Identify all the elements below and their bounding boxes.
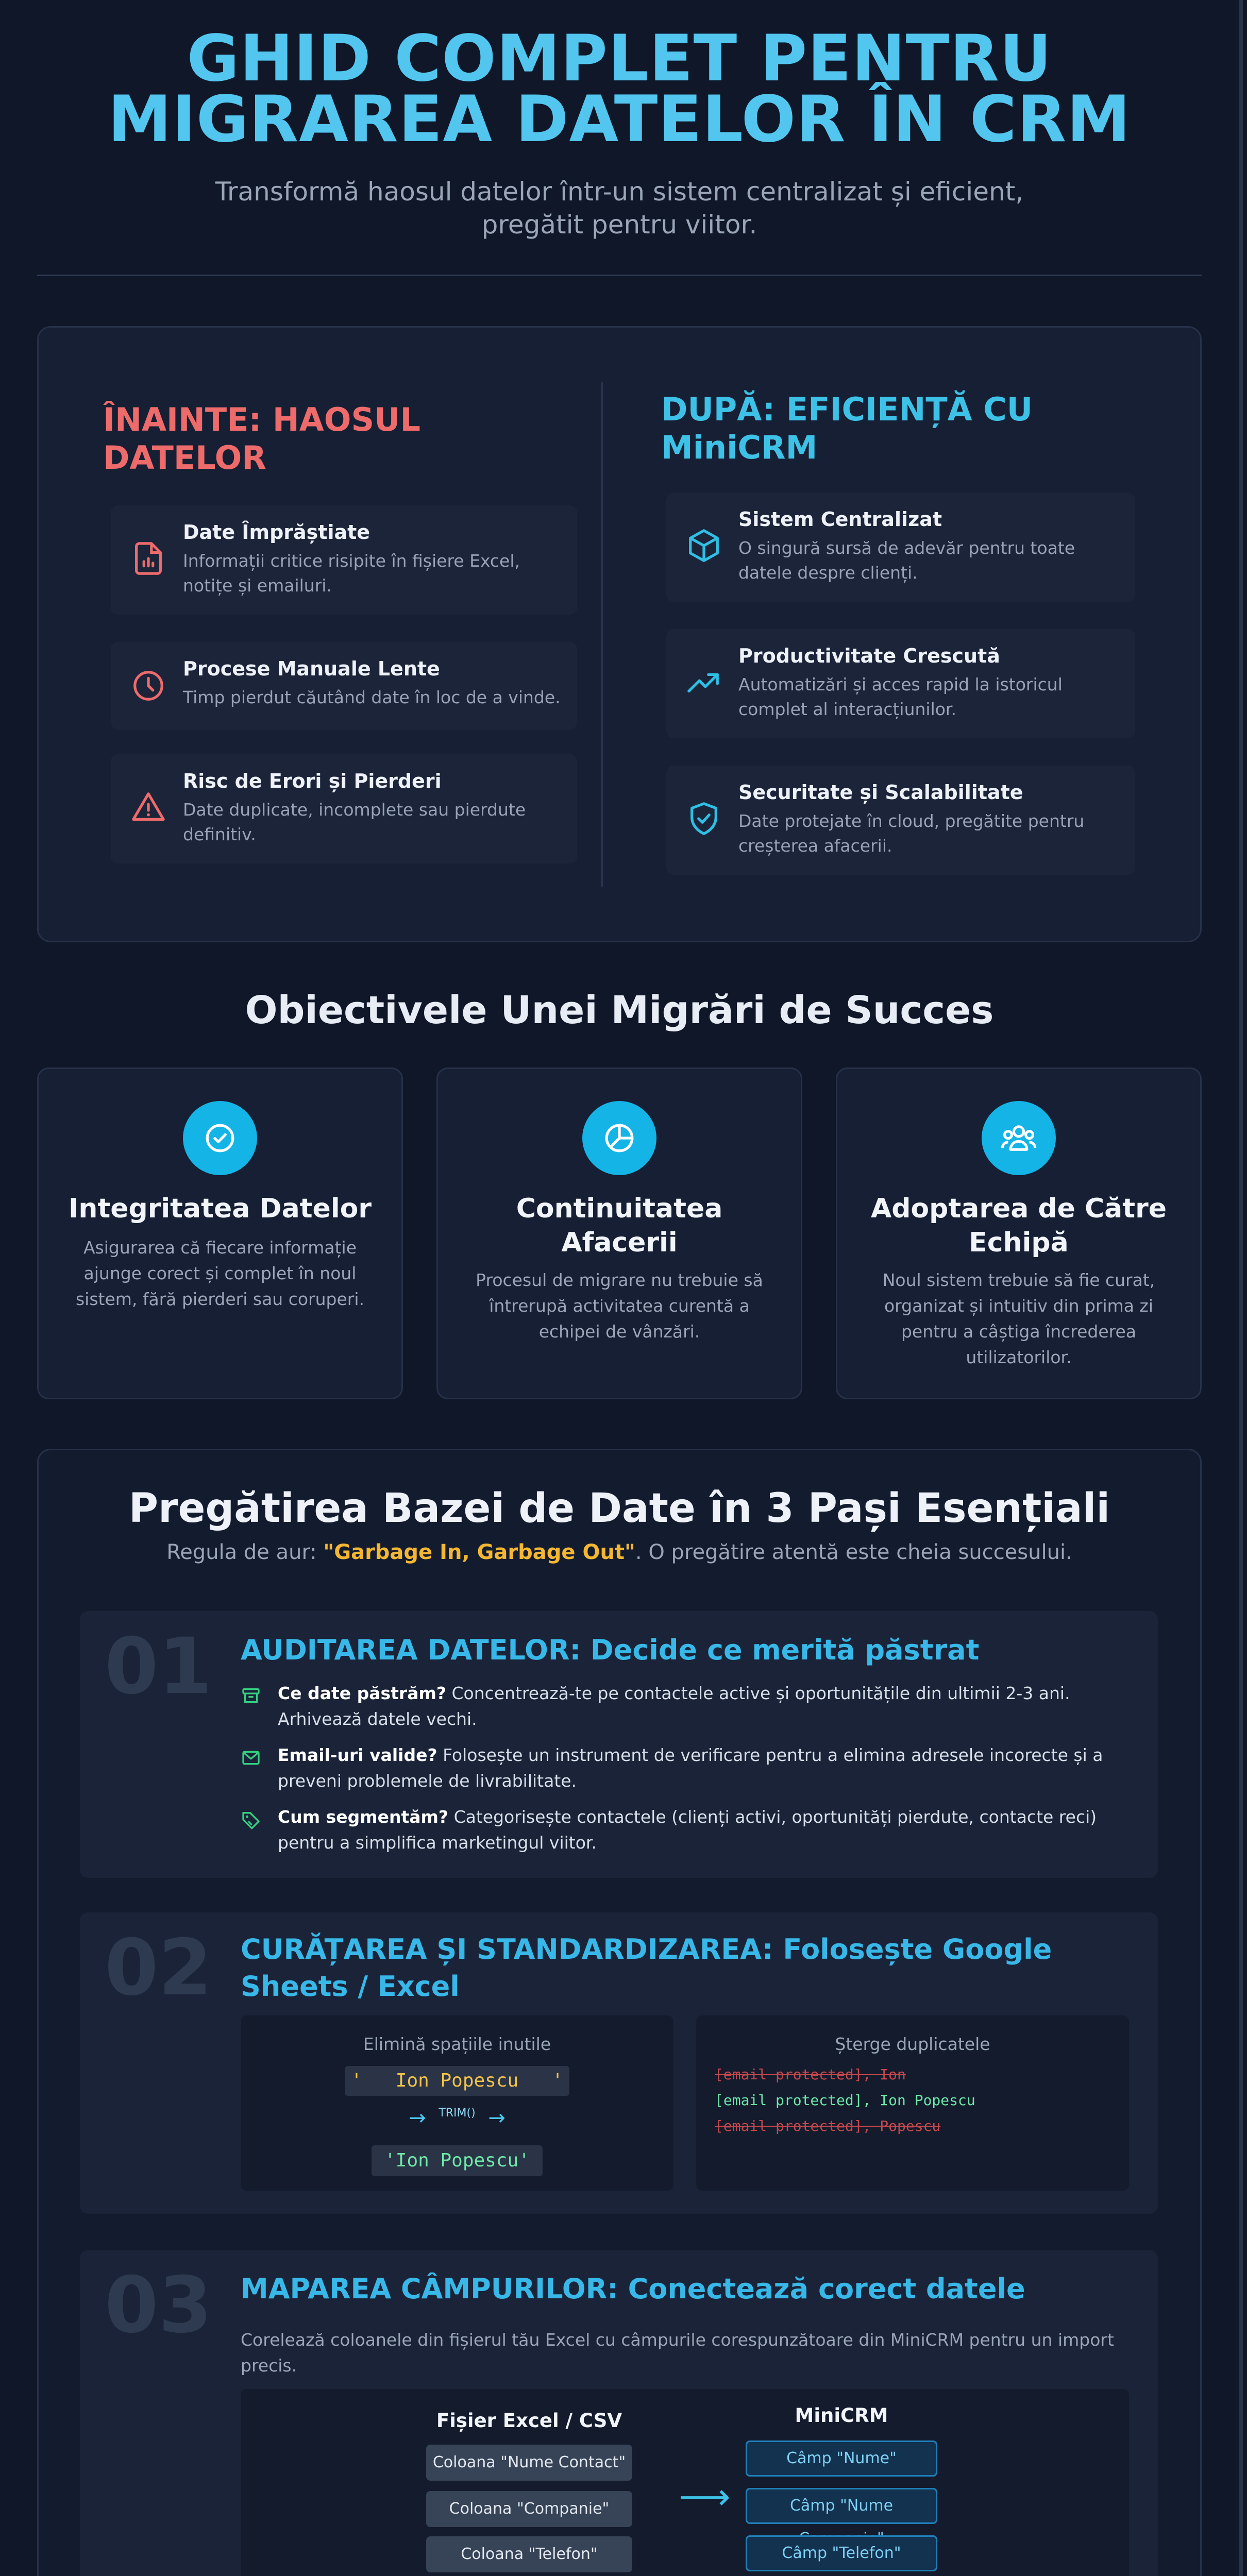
- before-title: ÎNAINTE: HAOSUL DATELOR: [103, 401, 421, 477]
- step-desc: Corelează coloanele din fișierul tău Excel cu câmpurile corespunzătoare din MiniCRM pentru un import precis.: [241, 2330, 1114, 2376]
- trim-function: TRIM(): [439, 2107, 476, 2120]
- after-title: DUPĂ: EFICIENȚĂ CU MiniCRM: [661, 391, 1033, 466]
- after-item-desc: Automatizări și acces rapid la istoricul complet al interacțiunilor.: [738, 674, 1063, 719]
- before-item: [111, 505, 577, 615]
- objectives-title: Obiectivele Unei Migrări de Succes: [245, 988, 994, 1032]
- excel-field: Coloana "Companie": [426, 2491, 632, 2527]
- objective-title: Adoptarea de Către Echipă: [870, 1193, 1167, 1258]
- trend-up-icon: [686, 664, 722, 700]
- subtitle-prefix: Regula de aur:: [166, 1540, 324, 1564]
- comparison-panel: [37, 326, 1202, 942]
- crm-field: Câmp "Nume": [746, 2441, 937, 2477]
- step-card: [80, 2250, 1158, 2576]
- before-item-title: Risc de Erori și Pierderi: [183, 770, 442, 792]
- tag-icon: [241, 1809, 261, 1830]
- objective-card: [37, 1067, 403, 1399]
- step-title: MAPAREA CÂMPURILOR: Conectează corect datele: [241, 2273, 1025, 2305]
- after-item-title: Securitate și Scalabilitate: [738, 781, 1023, 804]
- field-mapping-panel: [241, 2389, 1129, 2576]
- step-title: AUDITAREA DATELOR: Decide ce merită păstrat: [241, 1634, 980, 1666]
- before-item-desc: Informații critice risipite în fișiere Excel, notițe și emailuri.: [183, 551, 520, 596]
- trim-arrow: [241, 2106, 673, 2130]
- trim-before-value: ' Ion Popescu ': [345, 2066, 569, 2096]
- title-line-2: MIGRAREA DATELOR ÎN CRM: [108, 82, 1131, 157]
- before-item-title: Procese Manuale Lente: [183, 657, 440, 680]
- mapping-arrow-icon: ⟶: [679, 2476, 731, 2518]
- objective-card: [836, 1067, 1202, 1399]
- before-item: [111, 642, 577, 730]
- step-title: CURĂȚAREA ȘI STANDARDIZAREA: Folosește Google Sheets / Excel: [241, 1933, 1052, 2003]
- subtitle-highlight: "Garbage In, Garbage Out": [323, 1540, 635, 1564]
- objective-desc: Asigurarea că fiecare informație ajunge corect și complet în noul sistem, fără pierderi sau coruperi.: [75, 1238, 365, 1309]
- trim-label: Elimină spațiile inutile: [363, 2034, 551, 2054]
- step-number: 01: [105, 1622, 212, 1711]
- bullet-text: Concentrează-te pe contactele active și oportunitățile din ultimii 2-3 ani. Arhivează datele vechi.: [278, 1683, 1070, 1729]
- duplicate-line-removed: [email protected], Ion: [715, 2066, 906, 2083]
- team-icon: [982, 1101, 1056, 1175]
- column-divider: [601, 382, 603, 887]
- archive-icon: [241, 1686, 261, 1706]
- step-bullet: [241, 1742, 1127, 1794]
- excel-header: Fișier Excel / CSV: [436, 2410, 622, 2432]
- check-circle-icon: [183, 1101, 257, 1175]
- subtitle-suffix: . O pregătire atentă este cheia succesului.: [635, 1540, 1072, 1564]
- duplicates-label: Șterge duplicatele: [835, 2034, 990, 2054]
- before-item: [111, 754, 577, 863]
- before-item-title: Date Împrăștiate: [183, 521, 370, 544]
- after-item-title: Sistem Centralizat: [738, 508, 942, 531]
- excel-field: Coloana "Nume Contact": [426, 2445, 632, 2481]
- objective-title: Integritatea Datelor: [68, 1193, 372, 1224]
- after-item: [666, 493, 1135, 602]
- objective-title: Continuitatea Afacerii: [516, 1193, 723, 1258]
- steps-title: Pregătirea Bazei de Date în 3 Pași Esențiali: [128, 1485, 1110, 1532]
- crm-field: Câmp "Nume: [746, 2488, 937, 2524]
- after-item: [666, 629, 1135, 738]
- bullet-bold: Email-uri valide?: [278, 1745, 437, 1765]
- divider: [37, 275, 1202, 276]
- shield-check-icon: [686, 801, 722, 837]
- objective-desc: Procesul de migrare nu trebuie să întrerupă activitatea curentă a echipei de vânzări.: [476, 1270, 763, 1342]
- step-number: 02: [105, 1923, 212, 2013]
- trim-example-panel: [241, 2015, 673, 2191]
- duplicates-example-panel: [696, 2015, 1129, 2191]
- page-subtitle: Transformă haosul datelor într-un sistem centralizat și eficient, pregătit pentru viitor.: [215, 177, 1024, 240]
- envelope-icon: [241, 1748, 261, 1768]
- step-card: [80, 1611, 1158, 1878]
- arrow-icon: →: [409, 2106, 426, 2130]
- step-bullet: [241, 1681, 1127, 1732]
- objective-card: [436, 1067, 802, 1399]
- step-number: 03: [105, 2261, 212, 2350]
- title-line-1: GHID COMPLET PENTRU: [187, 22, 1052, 96]
- after-item-desc: O singură sursă de adevăr pentru toate datele despre clienți.: [738, 538, 1075, 583]
- step-card: [80, 1912, 1158, 2214]
- bullet-text: Folosește un instrument de verificare pentru a elimina adresele incorecte și a preveni problemele de livrabilitate.: [278, 1745, 1103, 1791]
- objective-desc: Noul sistem trebuie să fie curat, organizat și intuitiv din prima zi pentru a câștiga încrederea utilizatorilor.: [882, 1270, 1155, 1367]
- excel-field: Coloana "Telefon": [426, 2536, 632, 2572]
- bullet-text: Categorisește contactele (clienți activi, oportunități pierdute, contacte reci) pentru a simplifica marketingul viitor.: [278, 1807, 1097, 1853]
- clock-icon: [130, 668, 166, 704]
- cube-icon: [686, 528, 722, 564]
- after-item-title: Productivitate Crescută: [738, 645, 1000, 667]
- arrow-icon: →: [488, 2106, 505, 2130]
- step-bullet: [241, 1804, 1127, 1856]
- before-item-desc: Date duplicate, incomplete sau pierdute definitiv.: [183, 800, 526, 844]
- crm-header: MiniCRM: [795, 2404, 888, 2427]
- crm-field: Câmp "Telefon": [746, 2535, 937, 2571]
- duplicate-line-removed: [email protected], Popescu: [715, 2117, 941, 2134]
- steps-panel: [37, 1449, 1202, 2576]
- chart-file-icon: [130, 540, 166, 577]
- pie-chart-icon: [582, 1101, 656, 1175]
- before-item-desc: Timp pierdut căutând date în loc de a vinde.: [183, 687, 561, 707]
- bullet-bold: Cum segmentăm?: [278, 1807, 449, 1827]
- page-title: [37, 22, 1202, 157]
- trim-after-value: 'Ion Popescu': [372, 2145, 543, 2176]
- warning-icon: [130, 789, 166, 825]
- duplicate-line-kept: [email protected], Ion Popescu: [715, 2092, 975, 2109]
- bullet-bold: Ce date păstrăm?: [278, 1683, 447, 1703]
- steps-subtitle: [39, 1540, 1200, 1564]
- after-item: [666, 766, 1135, 875]
- after-item-desc: Date protejate în cloud, pregătite pentru creșterea afacerii.: [738, 811, 1085, 856]
